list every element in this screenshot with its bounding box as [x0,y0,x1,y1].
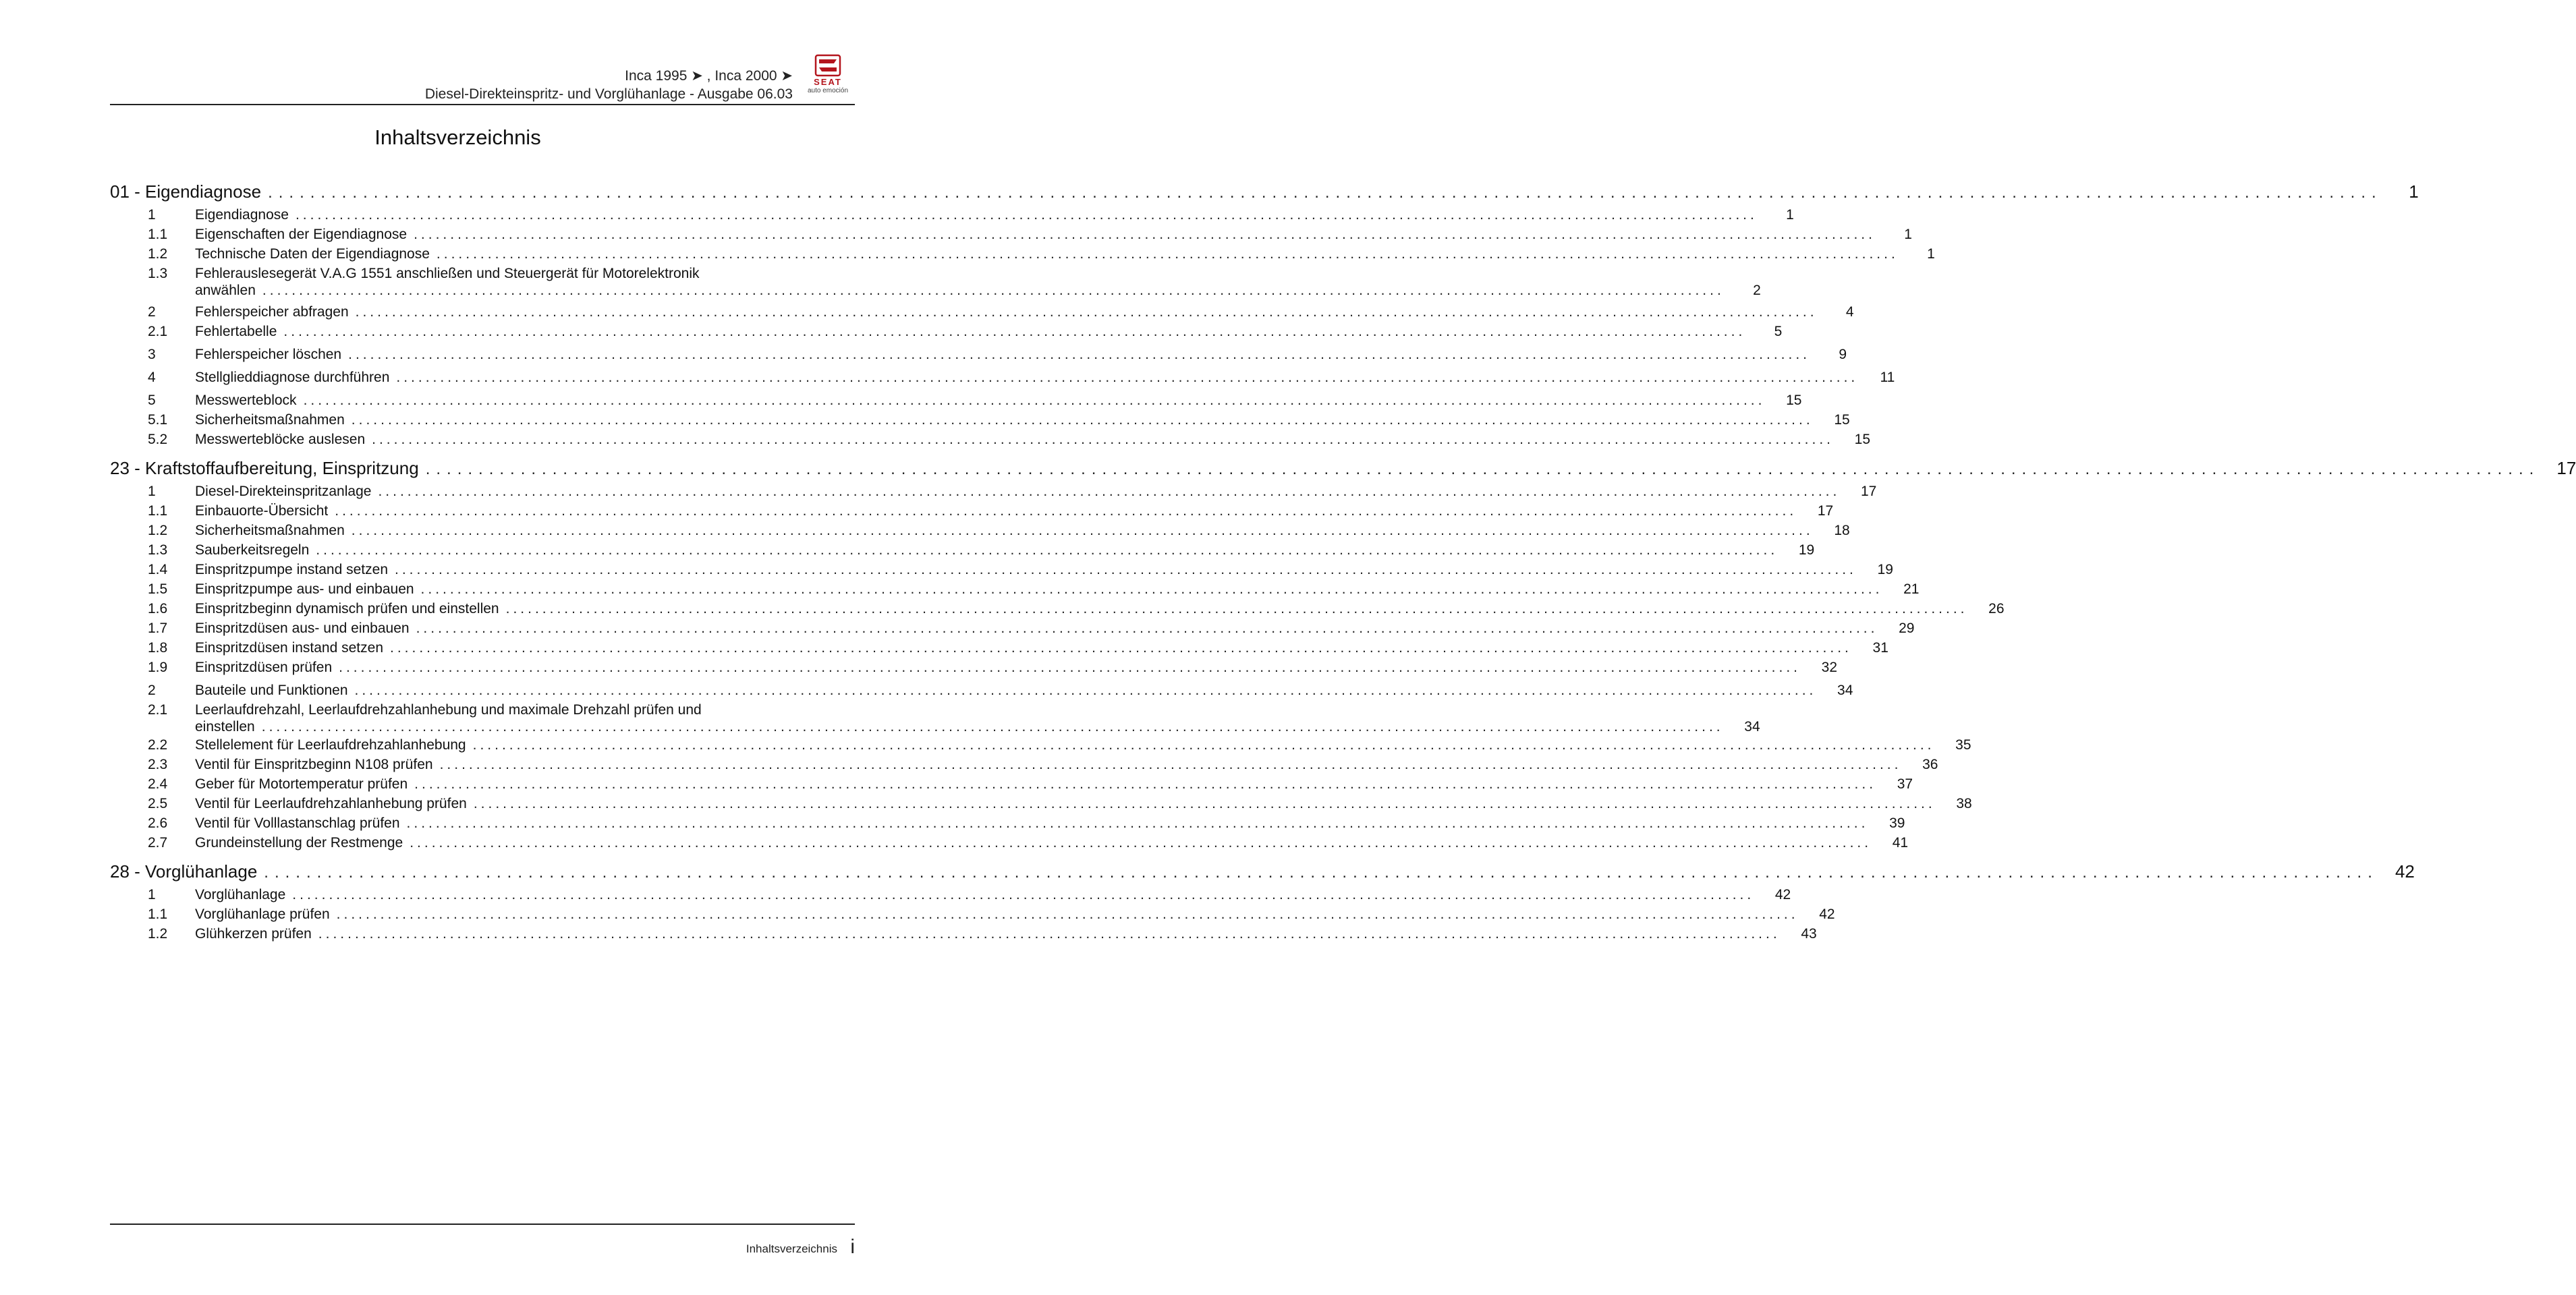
entry-page-number: 41 [1892,835,1909,851]
dot-leader: ........................................................................................................................................................................................................ [505,601,1968,616]
entry-number: 1.4 [148,562,168,577]
entry-number: 1.3 [148,542,168,558]
entry-title: Glühkerzen prüfen [195,926,312,942]
entry-page-number: 42 [1774,887,1791,902]
dot-leader: ........................................................................................................................................................................................................ [262,283,1725,298]
entry-title: Ventil für Einspritzbeginn N108 prüfen [195,757,433,772]
entry-title: Fehlertabelle [195,324,277,339]
entry-title: Fehlerspeicher löschen [195,347,342,362]
dot-leader: ........................................................................................................................................................................................................ [261,719,1724,735]
entry-page-number: 32 [1821,660,1838,675]
dot-leader: ........................................................................................................................................................................................................ [351,412,1814,428]
dot-leader: ........................................................................................................................................................................................................ [268,183,2382,202]
toc-entry-first-line [110,265,855,282]
toc-entry[interactable] [110,924,1817,944]
dot-leader: ........................................................................................................................................................................................................ [372,432,1835,447]
dot-leader: ........................................................................................................................................................................................................ [420,581,1883,597]
toc-entry[interactable] [110,755,1938,774]
dot-leader: ........................................................................................................................................................................................................ [390,640,1852,656]
dot-leader: ........................................................................................................................................................................................................ [283,324,1746,339]
entry-number: 2.7 [148,835,168,851]
toc-entry[interactable] [110,368,1895,387]
entry-page-number: 19 [1877,562,1893,577]
dot-leader: ........................................................................................................................................................................................................ [318,926,1781,942]
table-of-contents [110,178,2576,944]
page-title: Inhaltsverzeichnis [374,125,541,149]
entry-page-number: 11 [1880,370,1895,385]
toc-entry[interactable] [110,579,1920,599]
dot-leader: ........................................................................................................................................................................................................ [316,542,1779,558]
entry-number: 1.2 [148,246,168,262]
page-header [110,65,855,105]
chapter-page-number: 1 [2409,181,2419,202]
dot-leader: ........................................................................................................................................................................................................ [303,393,1766,408]
footer-label: Inhaltsverzeichnis [746,1242,837,1255]
chapter-title: 28 - Vorglühanlage [110,861,258,882]
entry-number: 2.1 [148,702,168,718]
entry-title: Ventil für Leerlaufdrehzahlanhebung prüfen [195,796,467,811]
chapter-heading[interactable] [110,858,2415,885]
entry-number: 1.3 [148,266,168,281]
dot-leader: ........................................................................................................................................................................................................ [414,776,1877,792]
entry-page-number: 34 [1744,719,1760,735]
toc-entry[interactable] [110,345,1847,364]
entry-number: 1 [148,207,156,223]
toc-entry[interactable] [110,265,1761,299]
entry-page-number: 34 [1837,683,1853,698]
logo-tagline: auto emoción [807,87,849,94]
seat-emblem-icon [814,54,841,77]
entry-title: Eigendiagnose [195,207,289,223]
dot-leader: ........................................................................................................................................................................................................ [339,660,1801,675]
entry-page-number: 19 [1798,542,1815,558]
toc-entry[interactable] [110,813,1905,833]
entry-title: Vorglühanlage [195,887,286,902]
entry-number: 2 [148,683,156,698]
dot-leader: ........................................................................................................................................................................................................ [436,246,1899,262]
header-rule [110,104,855,105]
entry-page-number: 37 [1897,776,1913,792]
entry-page-number: 15 [1834,412,1850,428]
entry-number: 2.1 [148,324,168,339]
toc-entry[interactable] [110,774,1913,794]
entry-page-number: 1 [1786,207,1794,223]
toc-entry[interactable] [110,225,1912,244]
entry-page-number: 38 [1956,796,1972,811]
entry-page-number: 31 [1872,640,1888,656]
entry-title: Einspritzpumpe aus- und einbauen [195,581,414,597]
entry-page-number: 1 [1904,227,1912,242]
dot-leader: ........................................................................................................................................................................................................ [439,757,1902,772]
toc-entry[interactable] [110,701,1760,735]
chapter-page-number: 42 [2395,861,2415,882]
entry-title: Einspritzdüsen aus- und einbauen [195,621,410,636]
entry-title: Einspritzdüsen instand setzen [195,640,383,656]
entry-number: 2.5 [148,796,168,811]
entry-page-number: 15 [1786,393,1802,408]
toc-entry[interactable] [110,540,1815,560]
chapter-heading[interactable] [110,455,2576,482]
toc-entry[interactable] [110,410,1850,430]
entry-number: 2.6 [148,815,168,831]
toc-entry[interactable] [110,833,1909,853]
entry-page-number: 35 [1955,737,1971,753]
chapter-title: 01 - Eigendiagnose [110,181,262,202]
toc-entry[interactable] [110,735,1971,755]
entry-title: Messwerteblock [195,393,297,408]
dot-leader: ........................................................................................................................................................................................................ [416,621,1878,636]
entry-page-number: 17 [1817,503,1834,519]
toc-entry[interactable] [110,205,1794,225]
toc-entry[interactable] [110,904,1835,924]
entry-number: 1.1 [148,503,168,519]
dot-leader: ........................................................................................................................................................................................................ [473,796,1936,811]
entry-number: 3 [148,347,156,362]
toc-entry[interactable] [110,391,1802,410]
dot-leader: ........................................................................................................................................................................................................ [414,227,1876,242]
entry-title: Sicherheitsmaßnahmen [195,523,345,538]
toc-entry-first-line [110,701,855,718]
toc-entry[interactable] [110,599,2005,618]
entry-number: 1.2 [148,926,168,942]
entry-number: 2.2 [148,737,168,753]
toc-entry[interactable] [110,521,1850,540]
seat-logo [801,54,855,98]
toc-entry[interactable] [110,638,1888,658]
entry-page-number: 42 [1819,906,1835,922]
dot-leader: ........................................................................................................................................................................................................ [396,370,1859,385]
entry-page-number: 39 [1889,815,1905,831]
footer-page-number: i [850,1236,855,1258]
entry-number: 1 [148,484,156,499]
entry-number: 1 [148,887,156,902]
entry-title: Sicherheitsmaßnahmen [195,412,345,428]
entry-title: Vorglühanlage prüfen [195,906,330,922]
chapter-page-number: 17 [2556,458,2576,478]
page-footer [110,1224,855,1258]
entry-page-number: 9 [1839,347,1847,362]
toc-entry[interactable] [110,430,1871,449]
dot-leader: ........................................................................................................................................................................................................ [355,304,1818,320]
entry-number: 1.6 [148,601,168,616]
entry-title: Stellglieddiagnose durchführen [195,370,390,385]
dot-leader: ........................................................................................................................................................................................................ [335,503,1797,519]
toc-entry[interactable] [110,681,1853,700]
entry-page-number: 17 [1861,484,1877,499]
entry-number: 1.1 [148,227,168,242]
entry-number: 1.9 [148,660,168,675]
toc-entry-second-line [110,282,1761,299]
toc-entry-second-line [110,718,1760,735]
entry-title: Technische Daten der Eigendiagnose [195,246,430,262]
dot-leader: ........................................................................................................................................................................................................ [425,460,2540,478]
toc-entry[interactable] [110,794,1972,813]
dot-leader: ........................................................................................................................................................................................................ [348,347,1811,362]
entry-title: Stellelement für Leerlaufdrehzahlanhebung [195,737,466,753]
entry-title-continued: anwählen [195,283,256,298]
dot-leader: ........................................................................................................................................................................................................ [354,683,1817,698]
footer-rule [110,1224,855,1225]
entry-title: Messwerteblöcke auslesen [195,432,366,447]
entry-title: Eigenschaften der Eigendiagnose [195,227,408,242]
entry-page-number: 43 [1801,926,1817,942]
chapter-heading[interactable] [110,178,2419,205]
entry-title: Sauberkeitsregeln [195,542,310,558]
dot-leader: ........................................................................................................................................................................................................ [472,737,1935,753]
toc-entry[interactable] [110,244,1935,264]
entry-number: 5.2 [148,432,168,447]
entry-page-number: 4 [1845,304,1854,320]
entry-number: 1.8 [148,640,168,656]
entry-number: 5 [148,393,156,408]
entry-title: Ventil für Volllastanschlag prüfen [195,815,400,831]
entry-title: Geber für Motortemperatur prüfen [195,776,408,792]
dot-leader: ........................................................................................................................................................................................................ [378,484,1841,499]
entry-page-number: 2 [1753,283,1761,298]
header-document-title: Diesel-Direkteinspritz- und Vorglühanlage - Ausgabe 06.03 [424,86,793,102]
entry-number: 2.3 [148,757,168,772]
entry-title: Einbauorte-Übersicht [195,503,329,519]
entry-page-number: 1 [1927,246,1935,262]
entry-number: 1.5 [148,581,168,597]
toc-entry[interactable] [110,618,1915,638]
entry-title: Leerlaufdrehzahl, Leerlaufdrehzahlanhebung und maximale Drehzahl prüfen und [195,702,702,718]
logo-brand: SEAT [814,77,842,87]
dot-leader: ........................................................................................................................................................................................................ [295,207,1758,223]
entry-number: 1.1 [148,906,168,922]
entry-title: Bauteile und Funktionen [195,683,348,698]
entry-number: 2.4 [148,776,168,792]
entry-title: Fehlerauslesegerät V.A.G 1551 anschließen und Steuergerät für Motorelektronik [195,266,700,281]
toc-entry[interactable] [110,302,1854,322]
entry-number: 1.7 [148,621,168,636]
header-model-line: Inca 1995 ➤ , Inca 2000 ➤ [625,68,793,84]
entry-number: 5.1 [148,412,168,428]
entry-page-number: 29 [1899,621,1915,636]
dot-leader: ........................................................................................................................................................................................................ [264,863,2378,882]
dot-leader: ........................................................................................................................................................................................................ [292,887,1755,902]
dot-leader: ........................................................................................................................................................................................................ [406,815,1869,831]
entry-page-number: 18 [1834,523,1850,538]
entry-page-number: 5 [1774,324,1783,339]
entry-page-number: 15 [1854,432,1871,447]
dot-leader: ........................................................................................................................................................................................................ [410,835,1872,851]
entry-title: Grundeinstellung der Restmenge [195,835,403,851]
toc-entry[interactable] [110,322,1783,341]
entry-title: Diesel-Direkteinspritzanlage [195,484,372,499]
dot-leader: ........................................................................................................................................................................................................ [336,906,1799,922]
entry-page-number: 36 [1922,757,1938,772]
toc-entry[interactable] [110,658,1838,677]
entry-page-number: 26 [1988,601,2005,616]
entry-title: Einspritzdüsen prüfen [195,660,333,675]
entry-page-number: 21 [1903,581,1920,597]
entry-number: 2 [148,304,156,320]
toc-entry[interactable] [110,501,1834,521]
toc-entry[interactable] [110,885,1791,904]
entry-number: 1.2 [148,523,168,538]
entry-title: Einspritzpumpe instand setzen [195,562,388,577]
dot-leader: ........................................................................................................................................................................................................ [351,523,1814,538]
entry-title: Einspritzbeginn dynamisch prüfen und einstellen [195,601,499,616]
entry-title-continued: einstellen [195,719,255,735]
chapter-title: 23 - Kraftstoffaufbereitung, Einspritzung [110,458,419,478]
entry-number: 4 [148,370,156,385]
toc-entry[interactable] [110,482,1877,501]
toc-entry[interactable] [110,560,1893,579]
entry-title: Fehlerspeicher abfragen [195,304,349,320]
dot-leader: ........................................................................................................................................................................................................ [395,562,1857,577]
